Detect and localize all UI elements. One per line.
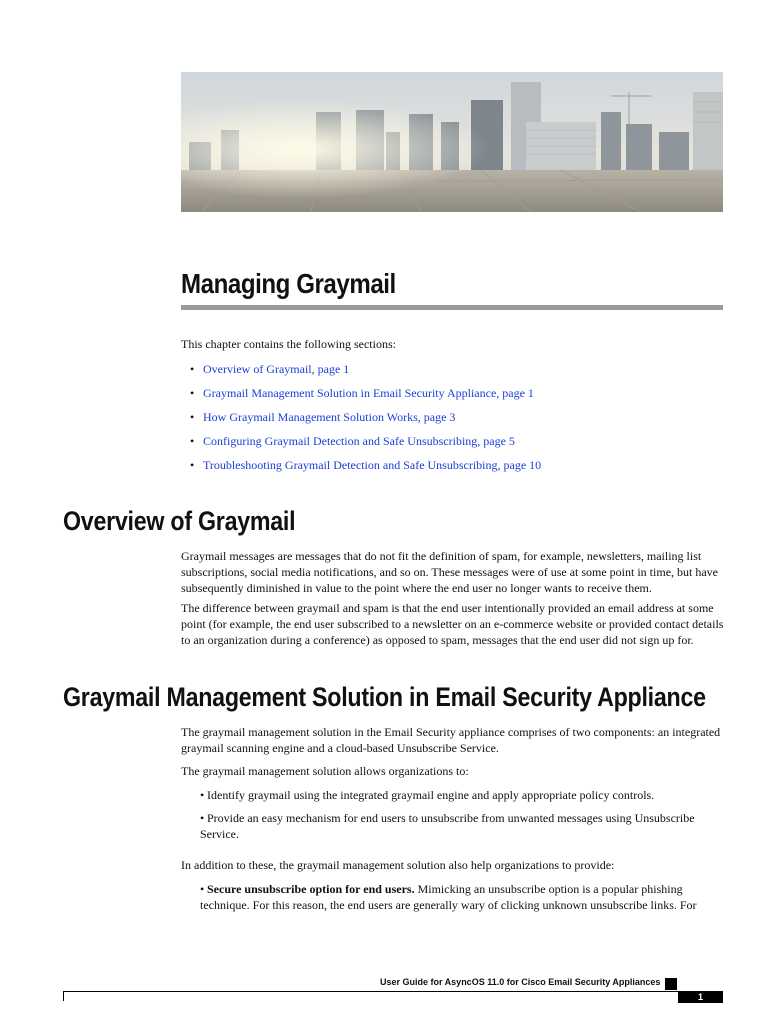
- solution-paragraph-2: The graymail management solution allows organizations to:: [181, 764, 469, 778]
- toc-link-configuring[interactable]: Configuring Graymail Detection and Safe Unsubscribing, page 5: [203, 434, 515, 448]
- overview-paragraph-1: Graymail messages are messages that do not fit the definition of spam, for example, newsletters, mailing list subscriptions, social media notifications, and so on. These messages were of use at some point in time, but have subsequently diminished in value to the point where the end user no longer wants to receive them.: [181, 549, 718, 595]
- solution-paragraph-1: The graymail management solution in the Email Security appliance comprises of two components: an integrated graymail scanning engine and a cloud-based Unsubscribe Service.: [181, 725, 721, 755]
- toc-item: • Configuring Graymail Detection and Safe Unsubscribing, page 5: [190, 434, 515, 448]
- title-rule: [181, 305, 723, 310]
- page-number: 1: [678, 991, 723, 1003]
- bold-bullet-lead: Secure unsubscribe option for end users.: [207, 882, 415, 896]
- toc-item: • How Graymail Management Solution Works, page 3: [190, 410, 456, 424]
- solution-bullet-text: Provide an easy mechanism for end users to unsubscribe from unwanted messages using Unsubscribe Service.: [200, 811, 695, 841]
- chapter-title: Managing Graymail: [181, 268, 396, 299]
- toc-item: • Overview of Graymail, page 1: [190, 362, 350, 376]
- section-heading-overview: Overview of Graymail: [63, 506, 296, 536]
- footer-rule: [63, 991, 723, 992]
- solution-bold-bullet: • Secure unsubscribe option for end users. Mimicking an unsubscribe option is a popular phishing technique. For this reason, the end users are generally wary of clicking unknown unsubscribe links. For: [200, 882, 697, 912]
- toc-link-overview[interactable]: Overview of Graymail, page 1: [203, 362, 350, 376]
- bold-bullet-text: Mimicking an unsubscribe option is a popular phishing technique. For this reason, the end users are generally wary of clicking unknown unsubscribe links. For: [200, 882, 697, 912]
- toc-list: [190, 361, 541, 481]
- toc-link-troubleshooting[interactable]: Troubleshooting Graymail Detection and Safe Unsubscribing, page 10: [203, 458, 542, 472]
- footer-guide-title: User Guide for AsyncOS 11.0 for Cisco Email Security Appliances: [380, 977, 661, 987]
- section-heading-solution: Graymail Management Solution in Email Security Appliance: [63, 682, 706, 712]
- intro-text: This chapter contains the following sections:: [181, 337, 396, 351]
- toc-link-how-works[interactable]: How Graymail Management Solution Works, page 3: [203, 410, 456, 424]
- solution-bullet: • Identify graymail using the integrated graymail engine and apply appropriate policy controls.: [200, 788, 655, 802]
- city-skyline-image: [181, 72, 723, 212]
- chapter-banner-image: [181, 72, 723, 212]
- toc-item: • Troubleshooting Graymail Detection and Safe Unsubscribing, page 10: [190, 458, 542, 472]
- toc-item: • Graymail Management Solution in Email Security Appliance, page 1: [190, 386, 534, 400]
- solution-bullet-text: Identify graymail using the integrated graymail engine and apply appropriate policy controls.: [207, 788, 655, 802]
- footer-marker: [665, 978, 677, 990]
- overview-paragraph-2: The difference between graymail and spam is that the end user intentionally provided an email address at some point (for example, the end user subscribed to a newsletter on an e-commerce website or provided contact details to an organization during a conference) as opposed to spam, messages that the end user did not sign up for.: [181, 601, 724, 647]
- solution-paragraph-3: In addition to these, the graymail management solution also help organizations to provide:: [181, 858, 615, 872]
- toc-link-solution[interactable]: Graymail Management Solution in Email Security Appliance, page 1: [203, 386, 534, 400]
- solution-bullet: • Provide an easy mechanism for end users to unsubscribe from unwanted messages using Unsubscribe Service.: [200, 811, 695, 841]
- footer-tick: [63, 991, 64, 1001]
